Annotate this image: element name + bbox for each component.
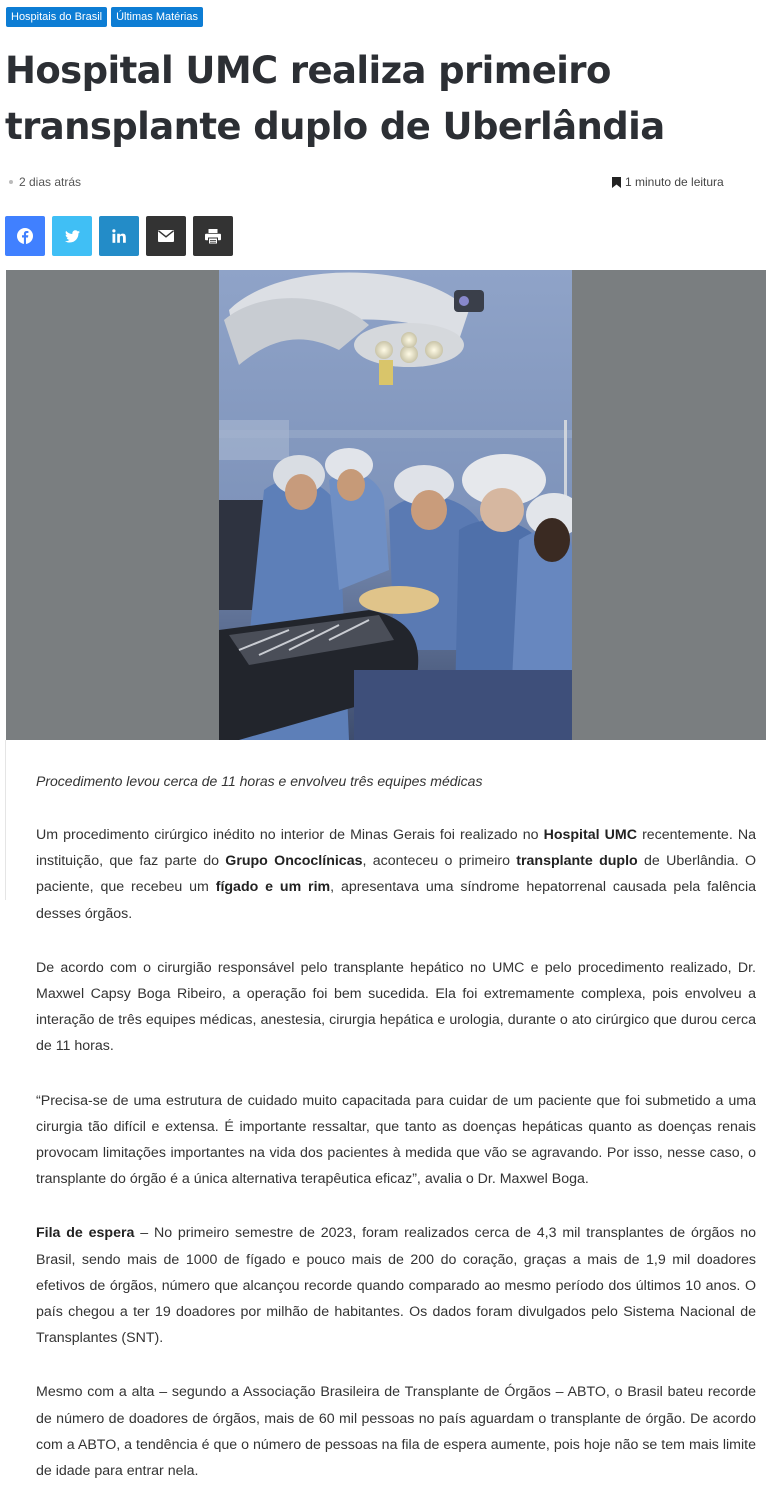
- print-button[interactable]: [193, 216, 233, 256]
- article-body: [36, 822, 756, 1512]
- twitter-icon: [65, 230, 80, 243]
- category-tags: [6, 7, 203, 27]
- paragraph-5: Mesmo com a alta – segundo a Associação Brasileira de Transplante de Órgãos – ABTO, o Brasil bateu recorde de número de doadores de órgãos, mais de 60 mil pessoas no país aguardam o transplante de órgão. De acordo com a ABTO, a tendência é que o número de pessoas na fila de espera aumente, pois hoje não se tem mais limite de idade para entrar nela.: [36, 1384, 756, 1480]
- linkedin-icon: [112, 229, 126, 243]
- email-share-button[interactable]: [146, 216, 186, 256]
- featured-image: [219, 270, 572, 740]
- facebook-icon: [17, 228, 33, 244]
- reading-time: [612, 175, 724, 189]
- linkedin-share-button[interactable]: [99, 216, 139, 256]
- category-tag-hospitais[interactable]: Hospitais do Brasil: [6, 7, 107, 27]
- content-divider: [5, 740, 6, 900]
- text-span: Um procedimento cirúrgico inédito no interior de Minas Gerais foi realizado no: [36, 827, 544, 843]
- bold-span: Hospital UMC: [543, 827, 637, 843]
- print-icon: [205, 229, 221, 244]
- paragraph-3: “Precisa-se de uma estrutura de cuidado muito capacitada para cuidar de um paciente que foi submetido a uma cirurgia tão difícil e extensa. É importante ressaltar, que tanto as doenças hepáticas quanto as doenças renais provocam limitações importantes na vida dos pacientes à medida que vão se agravando. Por isso, nesse caso, o transplante do órgão é a única alternativa terapêutica eficaz”, avalia o Dr. Maxwel Boga.: [36, 1092, 756, 1188]
- post-date: [9, 175, 81, 189]
- text-span: , apresentava uma síndrome hepatorrenal causada pela falência desses órgãos.: [36, 879, 757, 922]
- paragraph-4: [36, 1220, 756, 1351]
- paragraph-2: De acordo com o cirurgião responsável pelo transplante hepático no UMC e pelo procedimento realizado, Dr. Maxwel Capsy Boga Ribeiro, a operação foi bem sucedida. Ela foi extremamente complexa, pois envolveu a interação de três equipes médicas, anestesia, cirurgia hepática e urologia, durante o ato cirúrgico que durou cerca de 11 horas.: [36, 959, 756, 1055]
- post-date-text: 2 dias atrás: [19, 175, 82, 189]
- surgery-photo: [219, 270, 572, 740]
- bullet-icon: [9, 180, 13, 184]
- share-bar: [5, 216, 233, 256]
- bold-span: Fila de espera: [36, 1225, 135, 1242]
- bold-span: fígado e um rim: [215, 879, 331, 896]
- image-caption: Procedimento levou cerca de 11 horas e envolveu três equipes médicas: [36, 773, 483, 789]
- bookmark-icon: [612, 177, 621, 188]
- facebook-share-button[interactable]: [5, 216, 45, 256]
- twitter-share-button[interactable]: [52, 216, 92, 256]
- bold-span: transplante duplo: [516, 853, 638, 870]
- text-span: , aconteceu o primeiro: [362, 853, 517, 870]
- category-tag-ultimas[interactable]: Últimas Matérias: [111, 7, 203, 27]
- text-span: recentemente. Na instituição, que faz parte do: [36, 827, 757, 870]
- paragraph-1: [36, 822, 756, 927]
- text-span: – No primeiro semestre de 2023, foram realizados cerca de 4,3 mil transplantes de órgãos no Brasil, sendo mais de 1000 de fígado e pouco mais de 200 do coração, graças a mais de 1,9 mil doadores efetivos de órgãos, número que alcançou recorde quando comparado ao mesmo período dos últimos 10 anos. O país chegou a ter 19 doadores por milhão de habitantes. Os dados foram divulgados pelo Sistema Nacional de Transplantes (SNT).: [36, 1225, 756, 1347]
- text-span: de Uberlândia. O paciente, que recebeu um: [36, 853, 756, 896]
- email-icon: [158, 230, 174, 242]
- reading-time-text: 1 minuto de leitura: [625, 175, 724, 189]
- bold-span: Grupo Oncoclínicas: [225, 853, 363, 870]
- article-title: Hospital UMC realiza primeiro transplante duplo de Uberlândia: [5, 49, 665, 148]
